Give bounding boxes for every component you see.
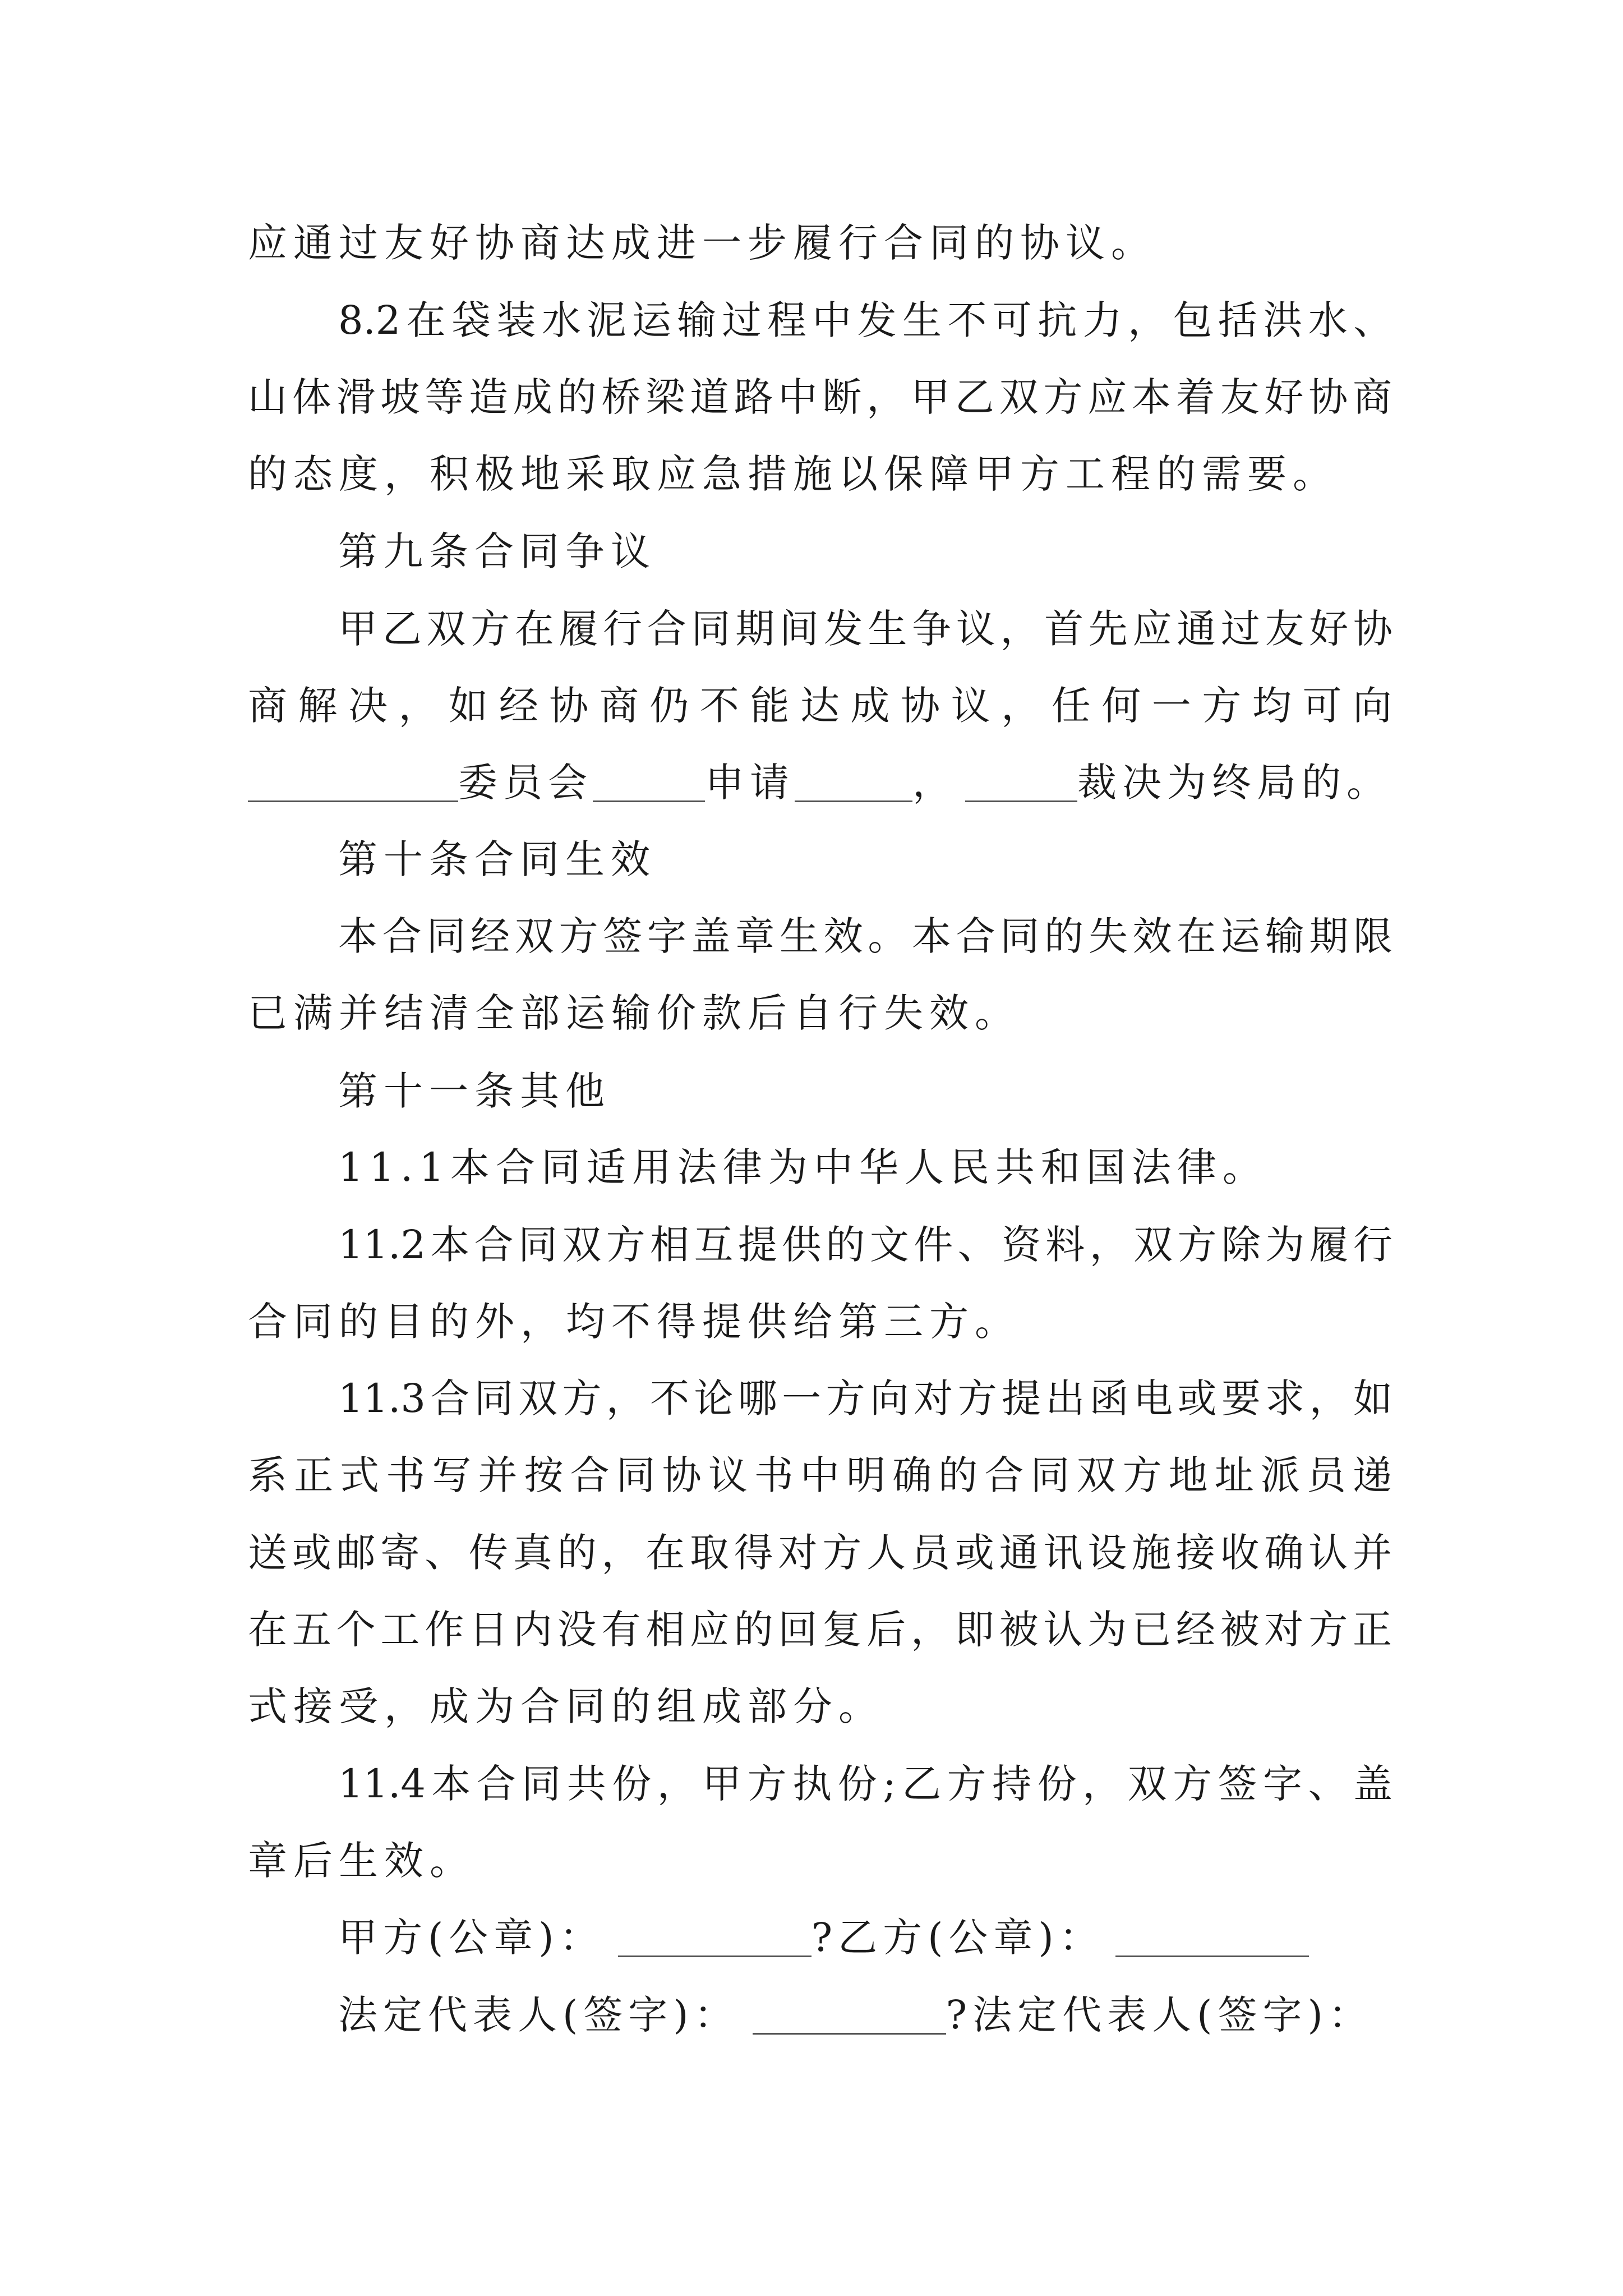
paragraph-line: 已满并结清全部运输价款后自行失效。 bbox=[248, 990, 1020, 1036]
paragraph-line: 甲乙双方在履行合同期间发生争议，首先应通过友好协 bbox=[338, 606, 1393, 652]
clause-11-4-line: 11.4本合同共份，甲方执份;乙方持份，双方签字、盖 bbox=[338, 1761, 1393, 1807]
paragraph-line: 在五个工作日内没有相应的回复后，即被认为已经被对方正 bbox=[248, 1607, 1392, 1653]
arbitration-line bbox=[248, 760, 1392, 806]
article-11-heading: 第十一条其他 bbox=[338, 1068, 611, 1114]
clause-11-3-line: 11.3合同双方，不论哪一方向对方提出函电或要求，如 bbox=[338, 1375, 1393, 1421]
blank-field bbox=[618, 1920, 811, 1957]
party-b-seal-label: ?乙方(公章)： bbox=[811, 1915, 1104, 1961]
blank-field bbox=[965, 765, 1077, 802]
blank-field bbox=[248, 765, 458, 802]
paragraph-line: 系正式书写并按合同协议书中明确的合同双方地址派员递 bbox=[248, 1452, 1392, 1498]
party-a-representative-label: 法定代表人(签字)： bbox=[338, 1992, 739, 2038]
signature-row-representative bbox=[338, 1992, 1393, 2038]
paragraph-line: 章后生效。 bbox=[248, 1838, 475, 1884]
article-9-heading: 第九条合同争议 bbox=[338, 528, 656, 574]
signature-row-seal bbox=[338, 1915, 1393, 1961]
party-a-seal-label: 甲方(公章)： bbox=[338, 1915, 605, 1961]
text-segment: ， bbox=[912, 760, 957, 806]
party-b-representative-label: ?法定代表人(签字)： bbox=[946, 1992, 1373, 2038]
article-10-heading: 第十条合同生效 bbox=[338, 836, 656, 882]
paragraph-line: 合同的目的外，均不得提供给第三方。 bbox=[248, 1299, 1020, 1345]
text-segment: 裁决为终局的。 bbox=[1077, 760, 1391, 806]
blank-field bbox=[593, 765, 705, 802]
blank-field bbox=[753, 1998, 946, 2035]
paragraph-line: 本合同经双方签字盖章生效。本合同的失效在运输期限 bbox=[338, 913, 1393, 959]
paragraph-line: 山体滑坡等造成的桥梁道路中断，甲乙双方应本着友好协商 bbox=[248, 374, 1392, 420]
text-segment: 委员会 bbox=[458, 760, 593, 806]
blank-field bbox=[1115, 1920, 1309, 1957]
clause-8-2-line: 8.2在袋装水泥运输过程中发生不可抗力，包括洪水、 bbox=[338, 297, 1393, 343]
paragraph-line: 应通过友好协商达成进一步履行合同的协议。 bbox=[248, 220, 1156, 266]
paragraph-line: 商解决，如经协商仍不能达成协议，任何一方均可向 bbox=[248, 683, 1392, 729]
paragraph-line: 送或邮寄、传真的，在取得对方人员或通讯设施接收确认并 bbox=[248, 1530, 1392, 1576]
clause-11-2-line: 11.2本合同双方相互提供的文件、资料，双方除为履行 bbox=[338, 1222, 1393, 1268]
blank-field bbox=[795, 765, 912, 802]
clause-11-1: 11.1本合同适用法律为中华人民共和国法律。 bbox=[338, 1144, 1268, 1190]
paragraph-line: 的态度，积极地采取应急措施以保障甲方工程的需要。 bbox=[248, 451, 1338, 497]
paragraph-line: 式接受，成为合同的组成部分。 bbox=[248, 1683, 884, 1729]
text-segment: 申请 bbox=[705, 760, 795, 806]
